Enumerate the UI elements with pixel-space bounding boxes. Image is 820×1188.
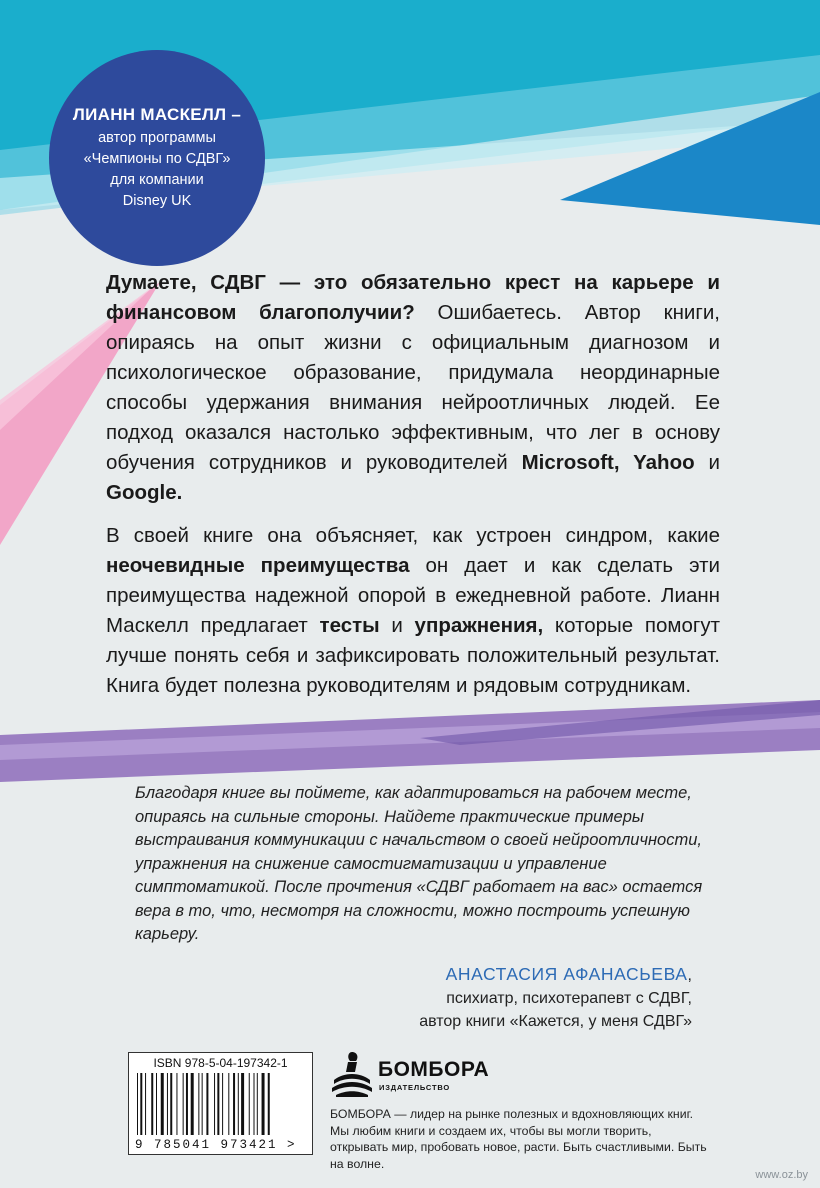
watermark: www.oz.by <box>755 1169 808 1181</box>
review-quote: Благодаря книге вы поймете, как адаптироваться на рабочем месте, опираясь на сильные стороны. Найдете практические примеры выстраивания коммуникации с начальством о своей нейроотличности, упражнения на снижение самостигматизации и управление симптоматикой. После прочтения «СДВГ работает на вас» остается вера в то, что, несмотря на сложности, можно построить успешную карьеру. <box>135 784 703 943</box>
reviewer-book: автор книги «Кажется, у меня СДВГ» <box>419 1013 692 1030</box>
highlight-exercises: упражнения, <box>414 614 544 637</box>
description-paragraph-2 <box>106 521 720 701</box>
barcode-digits: 9 785041 973421 > <box>135 1138 297 1152</box>
reviewer-role: психиатр, психотерапевт с СДВГ, <box>446 990 692 1007</box>
paragraph-text: и <box>379 614 415 637</box>
barcode-bars <box>137 1073 304 1135</box>
paragraph-text: Ошибаетесь. Автор книги, опираясь на опыт жизни с официальным диагнозом и психологическое образование, придумала неординарные способы удержания внимания нейроотличных людей. Ее подход оказался настолько эффективным, что лег в основу обучения сотрудников и руководителей <box>106 301 720 474</box>
isbn-number: ISBN 978-5-04-197342-1 <box>153 1056 288 1070</box>
lead-question: Думаете, СДВГ — это обязательно крест на карьере и финансовом благополучии? <box>106 271 720 324</box>
badge-line: Disney UK <box>122 192 192 209</box>
highlight-tests: тесты <box>319 614 380 637</box>
conjunction: и <box>694 451 720 474</box>
badge-line: для компании <box>110 171 204 188</box>
publisher-subtitle: ИЗДАТЕЛЬСТВО <box>379 1083 450 1092</box>
reviewer-comma: , <box>687 967 692 984</box>
paragraph-text: он дает и как сделать эти преимущества надежной опорой в ежедневной работе. Лианн Маскелл предлагает <box>106 554 720 637</box>
bombora-wave-icon <box>330 1050 374 1098</box>
badge-line: автор программы <box>98 129 216 146</box>
isbn-barcode <box>128 1052 313 1155</box>
publisher-name: БОМБОРА <box>378 1058 490 1081</box>
company-names: Microsoft, Yahoo <box>521 451 695 474</box>
publisher-description: БОМБОРА — лидер на рынке полезных и вдохновляющих книг. Мы любим книги и создаем их, чтобы вы могли творить, открывать мир, пробовать новое, расти. Быть счастливыми. Быть на волне. <box>330 1107 707 1171</box>
author-badge <box>49 50 265 266</box>
badge-line: «Чемпионы по СДВГ» <box>83 150 231 167</box>
reviewer-name: АНАСТАСИЯ АФАНАСЬЕВА <box>445 964 688 984</box>
paragraph-text: которые помогут лучше понять себя и зафиксировать положительный результат. Книга будет полезна руководителям и рядовым сотрудникам. <box>106 614 720 697</box>
reviewer-credit <box>419 962 692 1033</box>
description-paragraph-1 <box>106 268 720 508</box>
company-name-google: Google. <box>106 481 183 504</box>
publisher-logo <box>330 1050 490 1100</box>
badge-name: ЛИАНН МАСКЕЛЛ – <box>72 104 242 124</box>
paragraph-text: В своей книге она объясняет, как устроен синдром, какие <box>106 524 720 547</box>
highlight-advantages: неочевидные преимущества <box>106 554 410 577</box>
